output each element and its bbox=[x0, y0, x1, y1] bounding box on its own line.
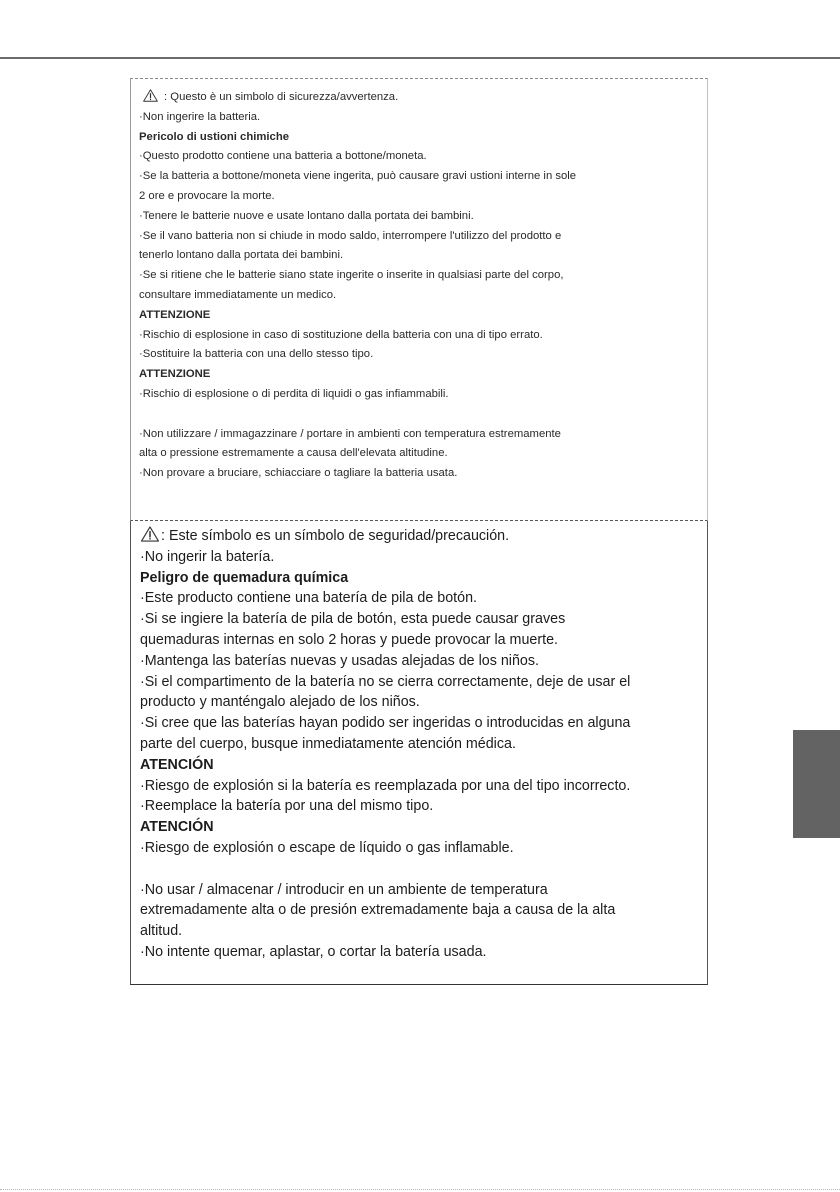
bullet-item bbox=[139, 147, 701, 167]
line-text: Rischio di esplosione o di perdita di liquidi o gas infiammabili. bbox=[142, 387, 449, 400]
line-text: Se il vano batteria non si chiude in modo saldo, interrompere l'utilizzo del prodotto e bbox=[142, 229, 562, 242]
bullet-icon: · bbox=[139, 229, 143, 242]
line-text: Reemplace la batería por una del mismo tipo. bbox=[144, 798, 434, 815]
continuation-line bbox=[139, 187, 701, 207]
line-text: Non ingerire la batteria. bbox=[142, 110, 261, 123]
line-text: alta o pressione estremamente a causa dell'elevata altitudine. bbox=[139, 447, 448, 460]
section-heading bbox=[139, 128, 701, 148]
line-text: Este producto contiene una batería de pila de botón. bbox=[144, 590, 478, 607]
bullet-item bbox=[140, 942, 703, 963]
bullet-item bbox=[140, 838, 703, 859]
bullet-icon: · bbox=[140, 715, 145, 732]
line-text: Sostituire la batteria con una dello stesso tipo. bbox=[142, 348, 374, 361]
bullet-item bbox=[139, 108, 701, 128]
line-text: Non utilizzare / immagazzinare / portare in ambienti con temperatura estremamente bbox=[142, 427, 561, 440]
line-text: Tenere le batterie nuove e usate lontano dalla portata dei bambini. bbox=[142, 209, 474, 222]
line-text: extremadamente alta o de presión extremadamente baja a causa de la alta bbox=[140, 902, 616, 919]
warning-triangle-icon bbox=[140, 526, 160, 542]
line-text: Riesgo de explosión o escape de líquido o gas inflamable. bbox=[144, 839, 514, 856]
line-text: ATENCIÓN bbox=[140, 756, 214, 773]
spanish-warning-box bbox=[130, 521, 708, 985]
bullet-item bbox=[139, 227, 701, 247]
line-text: : Questo è un simbolo di sicurezza/avvertenza. bbox=[164, 91, 399, 103]
line-text: Rischio di esplosione in caso di sostituzione della batteria con una di tipo errato. bbox=[142, 328, 543, 341]
italian-warning-box bbox=[130, 78, 708, 521]
line-text: Questo prodotto contiene una batteria a bottone/moneta. bbox=[142, 150, 427, 163]
section-heading bbox=[140, 817, 703, 838]
line-text: Se si ritiene che le batterie siano state ingerite o inserite in qualsiasi parte del corpo, bbox=[142, 269, 564, 282]
bullet-item bbox=[139, 326, 701, 346]
line-text: No ingerir la batería. bbox=[144, 548, 275, 565]
line-text: No intente quemar, aplastar, o cortar la batería usada. bbox=[144, 943, 487, 960]
line-text: quemaduras internas en solo 2 horas y puede provocar la muerte. bbox=[140, 631, 559, 648]
line-text: Peligro de quemadura química bbox=[140, 569, 349, 586]
bullet-icon: · bbox=[139, 387, 143, 400]
symbol-legend bbox=[140, 526, 703, 547]
line-text: 2 ore e provocare la morte. bbox=[139, 189, 275, 202]
bullet-item bbox=[140, 776, 703, 797]
bullet-icon: · bbox=[139, 427, 143, 440]
line-text: producto y manténgalo alejado de los niños. bbox=[140, 694, 420, 711]
bullet-icon: · bbox=[139, 110, 143, 123]
bullet-icon: · bbox=[140, 548, 145, 565]
warning-triangle-icon bbox=[142, 89, 159, 102]
bullet-icon: · bbox=[140, 673, 145, 690]
line-text: No usar / almacenar / introducir en un ambiente de temperatura bbox=[144, 881, 548, 898]
line-text: parte del cuerpo, busque inmediatamente atención médica. bbox=[140, 735, 516, 752]
line-text: Pericolo di ustioni chimiche bbox=[139, 130, 290, 143]
bullet-item bbox=[140, 547, 703, 568]
bullet-item bbox=[140, 651, 703, 672]
line-text: Se la batteria a bottone/moneta viene ingerita, può causare gravi ustioni interne in sole bbox=[142, 170, 577, 183]
continuation-line bbox=[140, 734, 703, 755]
bullet-item bbox=[139, 345, 701, 365]
line-text: ATTENZIONE bbox=[139, 308, 211, 321]
bullet-icon: · bbox=[139, 170, 143, 183]
section-tab bbox=[793, 730, 840, 838]
bullet-icon: · bbox=[139, 150, 143, 163]
line-text: Si se ingiere la batería de pila de botón, esta puede causar graves bbox=[144, 611, 566, 628]
bullet-item bbox=[139, 167, 701, 187]
bullet-item bbox=[139, 425, 701, 445]
line-text: : Este símbolo es un símbolo de seguridad/precaución. bbox=[161, 528, 510, 544]
continuation-line bbox=[139, 286, 701, 306]
continuation-line bbox=[140, 630, 703, 651]
bullet-icon: · bbox=[140, 611, 145, 628]
bullet-icon: · bbox=[140, 777, 145, 794]
line-text: Riesgo de explosión si la batería es reemplazada por una del tipo incorrecto. bbox=[144, 777, 631, 794]
bullet-icon: · bbox=[139, 467, 143, 480]
bullet-item bbox=[139, 207, 701, 227]
bullet-item bbox=[139, 266, 701, 286]
line-text: Si el compartimento de la batería no se cierra correctamente, deje de usar el bbox=[144, 673, 631, 690]
bullet-item bbox=[140, 713, 703, 734]
bullet-icon: · bbox=[139, 328, 143, 341]
continuation-line bbox=[140, 692, 703, 713]
bullet-icon: · bbox=[140, 590, 145, 607]
blank-line bbox=[140, 859, 703, 880]
line-text: consultare immediatamente un medico. bbox=[139, 288, 337, 301]
symbol-legend bbox=[139, 88, 701, 108]
bullet-item bbox=[140, 588, 703, 609]
bullet-item bbox=[140, 796, 703, 817]
line-text: tenerlo lontano dalla portata dei bambini. bbox=[139, 249, 344, 262]
bullet-item bbox=[139, 385, 701, 405]
bullet-icon: · bbox=[140, 881, 145, 898]
footer-rule bbox=[0, 1189, 840, 1190]
continuation-line bbox=[140, 900, 703, 921]
header-rule bbox=[0, 57, 840, 59]
bullet-icon: · bbox=[139, 209, 143, 222]
blank-line bbox=[139, 405, 701, 425]
section-heading bbox=[139, 365, 701, 385]
continuation-line bbox=[139, 444, 701, 464]
continuation-line bbox=[139, 246, 701, 266]
continuation-line bbox=[140, 921, 703, 942]
line-text: ATENCIÓN bbox=[140, 819, 214, 836]
section-heading bbox=[139, 306, 701, 326]
bullet-icon: · bbox=[140, 839, 145, 856]
bullet-icon: · bbox=[139, 348, 143, 361]
bullet-icon: · bbox=[140, 943, 145, 960]
line-text: Mantenga las baterías nuevas y usadas alejadas de los niños. bbox=[144, 652, 539, 669]
bullet-item bbox=[139, 464, 701, 484]
line-text: Si cree que las baterías hayan podido ser ingeridas o introducidas en alguna bbox=[144, 715, 631, 732]
bullet-item bbox=[140, 880, 703, 901]
line-text: ATTENZIONE bbox=[139, 368, 211, 381]
bullet-icon: · bbox=[140, 798, 145, 815]
line-text: Non provare a bruciare, schiacciare o tagliare la batteria usata. bbox=[142, 467, 458, 480]
bullet-icon: · bbox=[139, 269, 143, 282]
bullet-item bbox=[140, 609, 703, 630]
section-heading bbox=[140, 755, 703, 776]
bullet-icon: · bbox=[140, 652, 145, 669]
section-heading bbox=[140, 568, 703, 589]
bullet-item bbox=[140, 672, 703, 693]
line-text: altitud. bbox=[140, 923, 183, 940]
